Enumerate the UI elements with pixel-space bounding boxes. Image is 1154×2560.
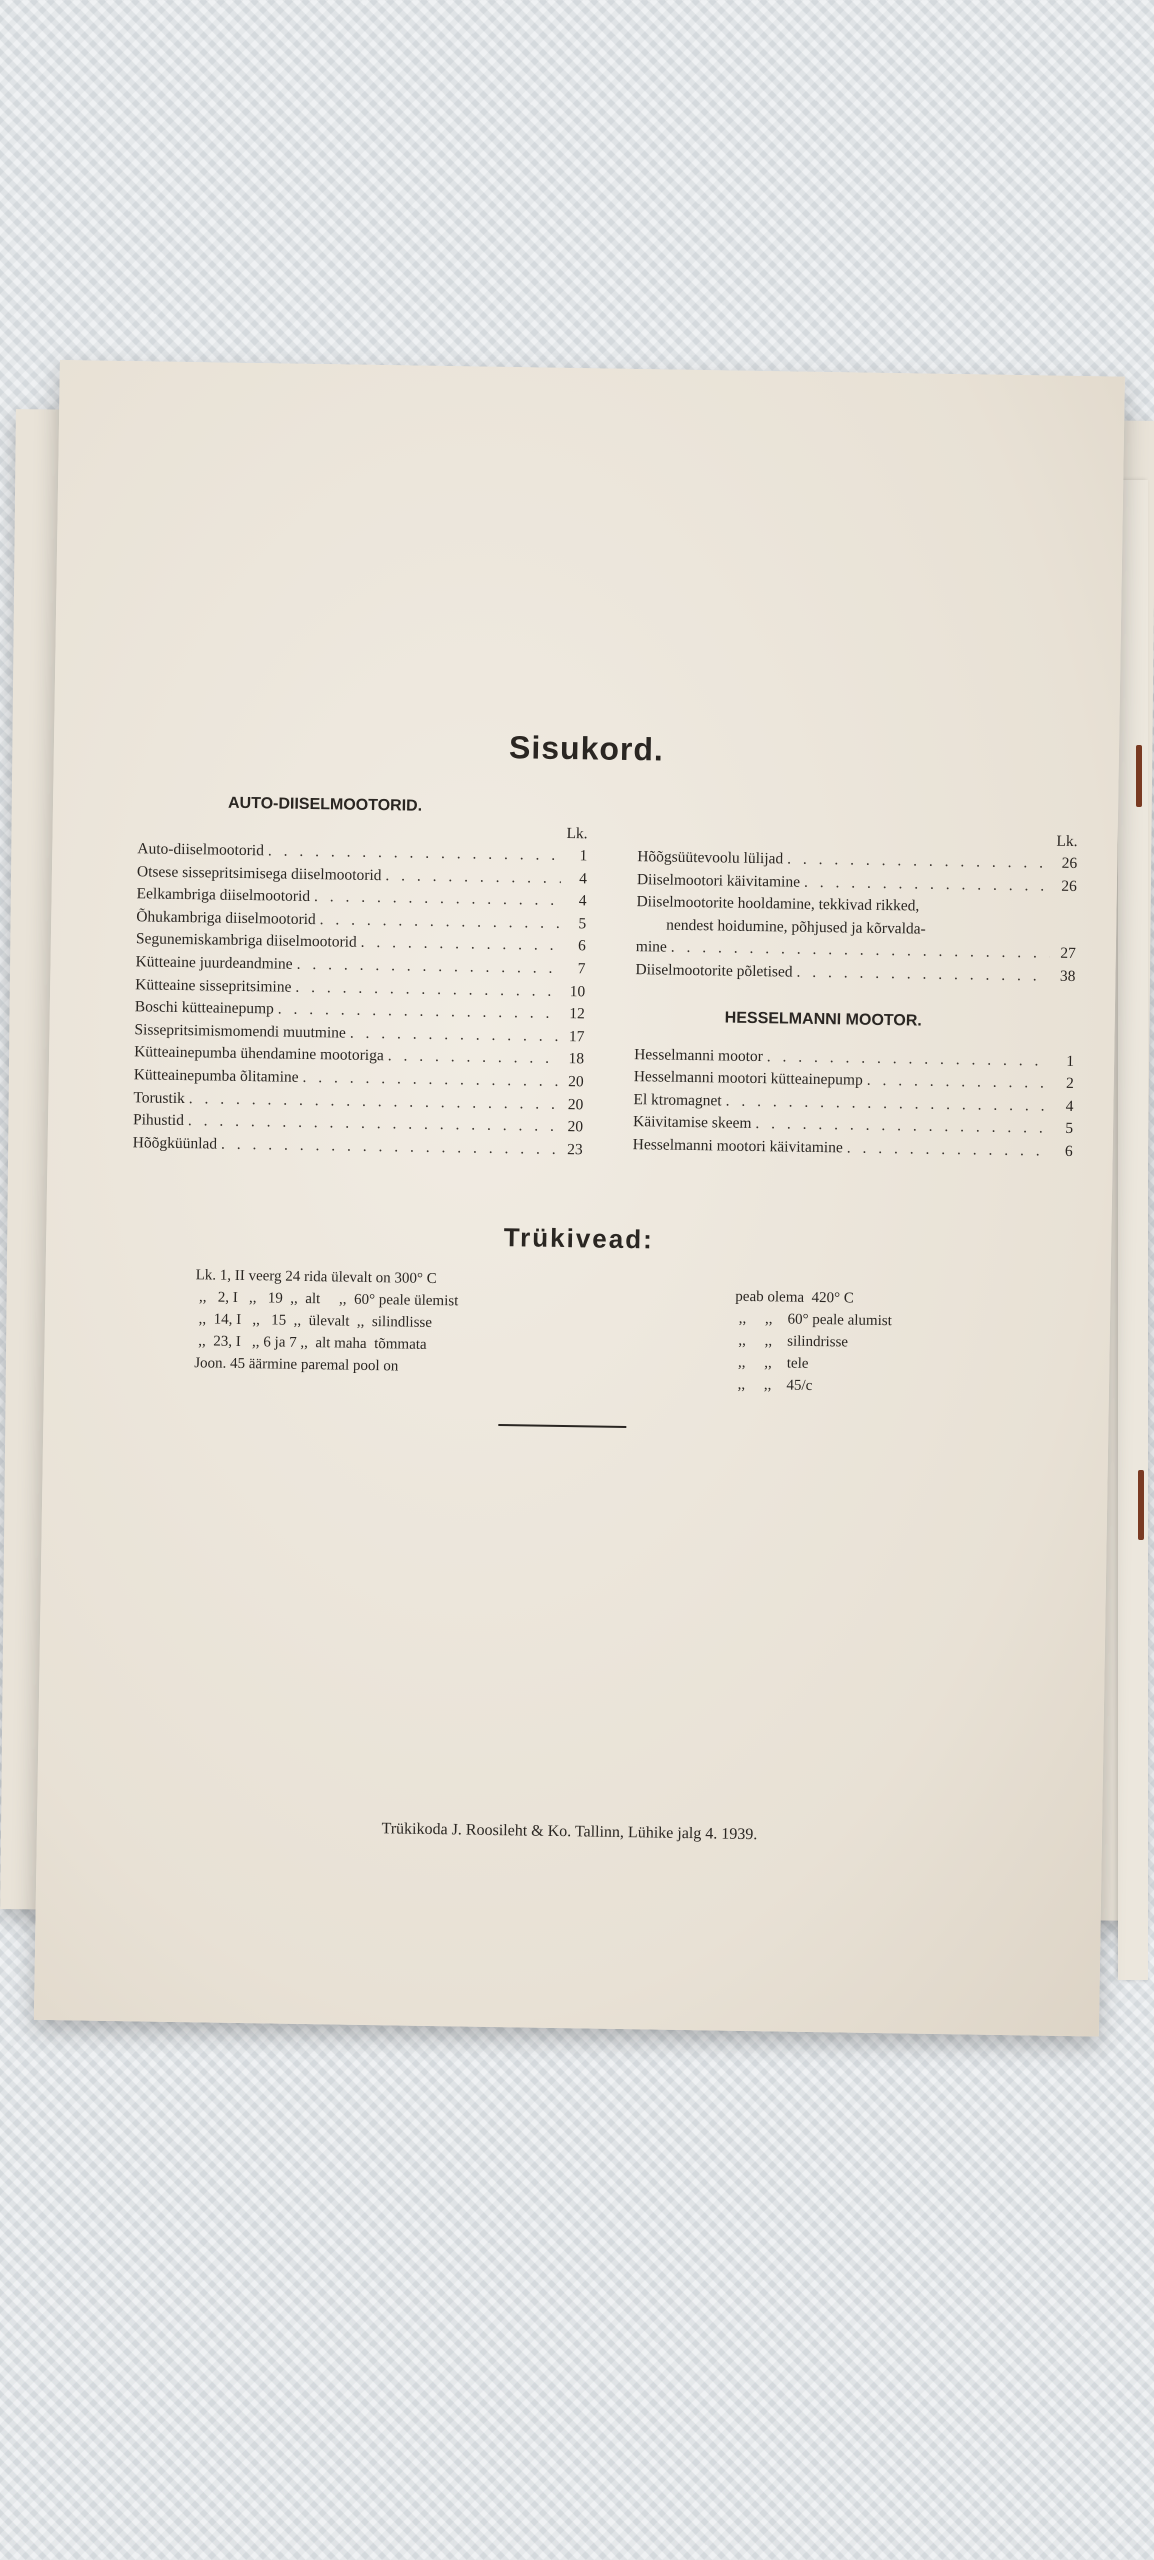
binding-stitch (1136, 745, 1142, 807)
errata-line: ,, 23, I ,, 6 ja 7 ,, alt maha tõmmata (194, 1333, 427, 1353)
toc-entry-label: Diiselmootorite põletised (635, 961, 793, 981)
toc-entry-page: 1 (1066, 1052, 1075, 1070)
section-heading-auto: AUTO-DIISELMOOTORID. (227, 794, 423, 815)
errata-line: Joon. 45 äärmine paremal pool on (194, 1355, 399, 1375)
document-page (34, 360, 1125, 2037)
toc-entry-label: Diiselmootori käivitamine (636, 870, 801, 891)
toc-entry-label: Auto-diiselmootorid (137, 840, 265, 860)
toc-entry-label: Segunemiskambriga diiselmootorid (135, 930, 357, 952)
toc-entry-label: Otsese sissepritsimisega diiselmootorid (136, 862, 382, 884)
toc-entry-label: Torustik (133, 1088, 186, 1107)
errata-line: Lk. 1, II veerg 24 rida ülevalt on 300° C (195, 1267, 437, 1288)
toc-entry-label: Hesselmanni mootori kütteainepump (633, 1068, 863, 1089)
errata-line: ,, 14, I ,, 15 ,, ülevalt ,, silindlisse (194, 1311, 433, 1331)
toc-entry-page: 20 (567, 1118, 584, 1136)
toc-entry-label: nendest hoidumine, põhjused ja kõrvalda- (666, 916, 926, 938)
errata-line: ,, ,, tele (734, 1354, 809, 1372)
lk-label: Lk. (566, 825, 588, 843)
errata-line: ,, 2, I ,, 19 ,, alt ,, 60° peale ülemist (195, 1289, 459, 1310)
toc-entry-page: 26 (1061, 854, 1078, 873)
toc-entry-page: 23 (567, 1140, 583, 1159)
toc-entry-label: Diiselmootorite hooldamine, tekkivad rikked, (636, 893, 920, 915)
toc-entry-page: 10 (569, 982, 586, 1000)
toc-entry-page: 6 (577, 937, 586, 955)
toc-entry-label: Käivitamise skeem (632, 1113, 752, 1133)
binding-stitch (1138, 1470, 1144, 1540)
toc-entry-label: Hõõgsüütevoolu lülijad (637, 848, 784, 868)
toc-left-column (133, 816, 588, 1161)
toc-entry-label: mine (635, 938, 667, 956)
toc-entry-page: 5 (1065, 1120, 1074, 1138)
toc-entry-label: Kütteaine sissepritsimine (135, 975, 292, 996)
toc-entry-page: 18 (568, 1050, 585, 1068)
toc-entry-page: 4 (578, 892, 587, 910)
toc-entry (636, 891, 1077, 966)
toc-entry-label: Sissepritsimismomendi muutmine (134, 1021, 347, 1042)
section-heading-hesselmann: HESSELMANNI MOOTOR. (724, 1009, 922, 1030)
toc-entry-label: Hesselmanni mootor (634, 1045, 764, 1065)
toc-entry-page: 20 (568, 1073, 584, 1091)
toc-entry-page: 12 (569, 1005, 585, 1023)
toc-entry-page: 7 (577, 960, 586, 978)
toc-entry-page: 4 (1065, 1097, 1074, 1115)
toc-entry-page: 20 (567, 1095, 584, 1113)
toc-entry-page: 5 (578, 914, 587, 933)
toc-entry-label: Kütteainepumba õlitamine (133, 1066, 299, 1086)
errata-left (194, 1264, 459, 1378)
errata-line: peab olema 420° C (735, 1288, 854, 1307)
printer-imprint: Trükikoda J. Roosileht & Ko. Tallinn, Lühike jalg 4. 1939. (381, 1820, 758, 1844)
toc-entry-page: 4 (579, 869, 588, 887)
errata-line: ,, ,, silindrisse (734, 1332, 849, 1351)
toc-entry-label: El ktromagnet (633, 1090, 722, 1110)
toc-entry-label: Kütteainepumba ühendamine mootoriga (134, 1043, 384, 1065)
toc-entry-page: 27 (1060, 945, 1076, 963)
errata-line: ,, ,, 60° peale alumist (734, 1310, 892, 1330)
toc-right-column (633, 824, 1078, 1163)
toc-entry-page: 1 (579, 847, 588, 865)
page-edge (1118, 480, 1148, 1980)
errata-title: Trükivead: (503, 1222, 655, 1255)
toc-entry-label: Õhukambriga diiselmootorid (136, 908, 316, 928)
divider-rule (498, 1424, 626, 1428)
toc-entry-label: Kütteaine juurdeandmine (135, 953, 293, 973)
toc-entry-label: Hesselmanni mootori käivitamine (632, 1136, 843, 1157)
toc-entry-page: 17 (568, 1027, 585, 1046)
lk-label: Lk. (1056, 832, 1078, 851)
errata-right (734, 1286, 893, 1398)
toc-entry-page: 26 (1061, 877, 1077, 895)
errata-line: ,, ,, 45/c (733, 1376, 813, 1394)
toc-entry-page: 6 (1064, 1142, 1073, 1160)
toc-entry-label: Pihustid (132, 1111, 185, 1130)
toc-entry-label: Hõõgküünlad (132, 1133, 218, 1153)
page-title: Sisukord. (508, 729, 665, 768)
toc-entry-page: 2 (1065, 1075, 1074, 1093)
toc-entry-label: Boschi kütteainepump (134, 998, 275, 1018)
toc-entry-label: Eelkambriga diiselmootorid (136, 885, 311, 906)
toc-entry-page: 38 (1059, 967, 1076, 985)
